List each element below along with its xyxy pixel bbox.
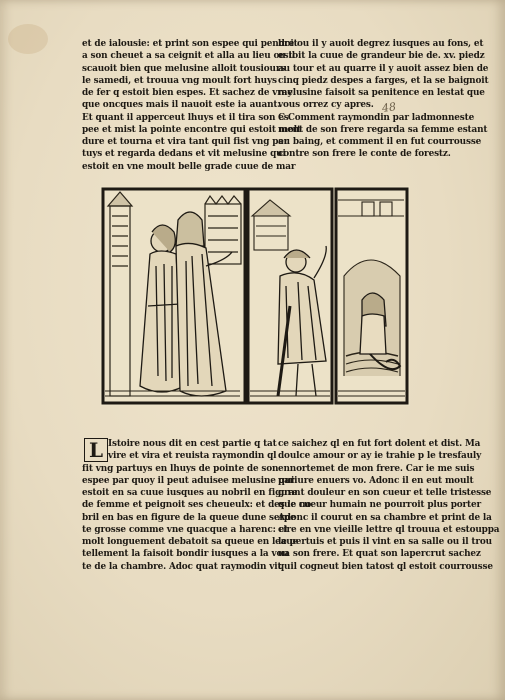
text-line: pariure enuers vo. Adonc il en eut moult [278, 475, 474, 486]
text-line: ennortemet de mon frere. Car ie me suis [278, 463, 475, 474]
text-line: vous orrez cy apres. [278, 100, 374, 111]
text-line: pee et mist la pointe encontre qui estoit molt [82, 124, 301, 135]
text-line: que cueur humain ne pourroit plus porter [278, 500, 482, 511]
text-line: bril en bas en figure de la queue dune serpe [82, 512, 296, 523]
text-line: ce saichez ql en fut fort dolent et dist. Ma [278, 439, 481, 449]
text-line: a son cheuet a sa ceignit et alla au lieu ou il [82, 51, 295, 62]
column-top-right [278, 38, 489, 161]
text-line: vire et vira et reuista raymondin ql [108, 451, 277, 462]
text-line: fit vng partuys en lhuys de pointe de son [82, 463, 279, 474]
column-top-left [82, 38, 301, 173]
text-line: cinq piedz despes a farges, et la se baignoit [278, 75, 489, 86]
text-line: grant douleur en son cueur et telle tristesse [278, 488, 492, 498]
drop-cap: L [84, 438, 108, 462]
text-line: C Comment raymondin par ladmonneste [278, 112, 475, 123]
text-line: Adonc il courut en sa chambre et print de la [278, 512, 492, 523]
column-bottom-left [82, 438, 312, 573]
text-line: Istoire nous dit en cest partie q tat [108, 439, 277, 449]
text-line: melusine faisoit sa penitence en lestat que [278, 88, 485, 98]
text-line: le samedi, et trouua vng moult fort huys [82, 75, 277, 86]
text-line: molt longuement debatoit sa queue en leaue [82, 537, 299, 547]
text-line: de fer q estoit bien espes. Et sachez de vray [82, 88, 293, 98]
text-line: ment de son frere regarda sa femme estant [278, 124, 488, 135]
text-line: estoit en sa cuue iusques au nobril en figure [82, 488, 298, 498]
text-line: estoit en vne moult belle grade cuue de mar [82, 161, 296, 172]
text-line: au tour et au quarre il y auoit assez bien de [278, 63, 489, 74]
text-line: Et quant il apperceut lhuys et il tira son es [82, 112, 289, 123]
text-line: ua son frere. Et quat son lapercrut sachez [278, 549, 481, 560]
text-line: te grosse comme vne quacque a harenc: et [82, 524, 289, 535]
text-line: et de ialousie: et print son espee qui pendoit [82, 39, 298, 49]
text-line: bre ou il y auoit degrez iusques au fons, et [278, 39, 484, 49]
text-line: estoit la cuue de grandeur bie de. xv. piedz [278, 51, 485, 62]
paper-stain [8, 24, 48, 54]
folio-number: 48 [381, 100, 397, 115]
text-line: le pertuis et puis il vint en sa salle ou il trou [278, 537, 492, 547]
text-line: cire en vne vieille lettre ql trouua et estouppa [278, 524, 500, 535]
text-line: espee par quoy il peut aduisee melusine qui [82, 475, 295, 486]
text-line: que oncques mais il nauoit este ia auant. [82, 100, 281, 111]
text-line: doulce amour or ay ie trahie p le tresfauly [278, 451, 482, 462]
text-line: tellement la faisoit bondir iusques a la vou [82, 549, 289, 560]
text-line: tuys et regarda dedans et vit melusine qui [82, 149, 286, 160]
text-line: de femme et peignoit ses cheueulx: et des le no [82, 500, 312, 511]
text-line: quil cogneut bien tatost ql estoit courrousse [278, 561, 493, 572]
text-line: dure et tourna et vira tant quil fist vng per [82, 137, 289, 147]
text-line: te de la chambre. Adoc quat raymodin vit [82, 561, 282, 572]
column-bottom-right [278, 438, 500, 573]
text-line: scauoit bien que melusine alloit tousiours [82, 63, 286, 74]
text-line: contre son frere le conte de forestz. [278, 149, 451, 160]
woodcut-illustration [100, 186, 410, 406]
text-line: au baing, et comment il en fut courrousse [278, 137, 482, 147]
